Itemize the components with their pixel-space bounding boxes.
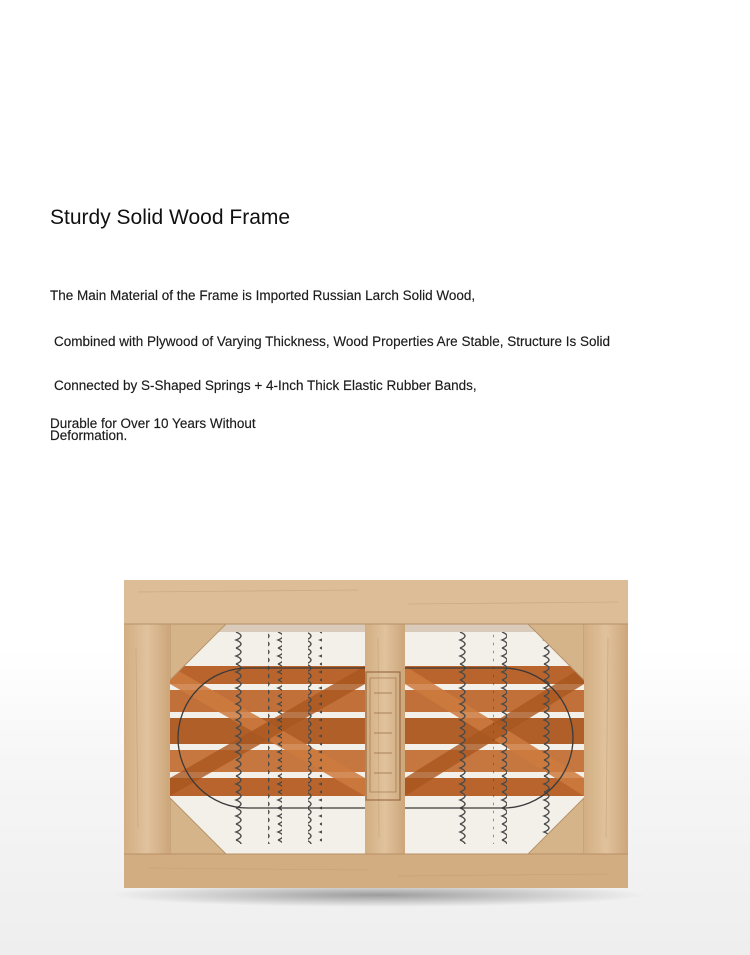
top-rail <box>124 580 628 624</box>
description-line-2: Combined with Plywood of Varying Thickness, Wood Properties Are Stable, Structure Is Solid <box>54 334 611 349</box>
sofa-frame-image <box>108 568 648 913</box>
description-line-4: Durable for Over 10 Years Without Deformation. <box>50 416 256 443</box>
left-post <box>124 580 170 888</box>
sofa-frame-illustration <box>108 568 648 913</box>
right-post <box>584 580 628 888</box>
section-title: Sturdy Solid Wood Frame <box>50 206 291 229</box>
description-line-1: The Main Material of the Frame is Imported Russian Larch Solid Wood, <box>50 288 476 303</box>
bottom-rail <box>124 854 628 888</box>
description-line-3: Connected by S-Shaped Springs + 4-Inch Thick Elastic Rubber Bands, <box>54 378 477 393</box>
center-post <box>365 624 405 854</box>
